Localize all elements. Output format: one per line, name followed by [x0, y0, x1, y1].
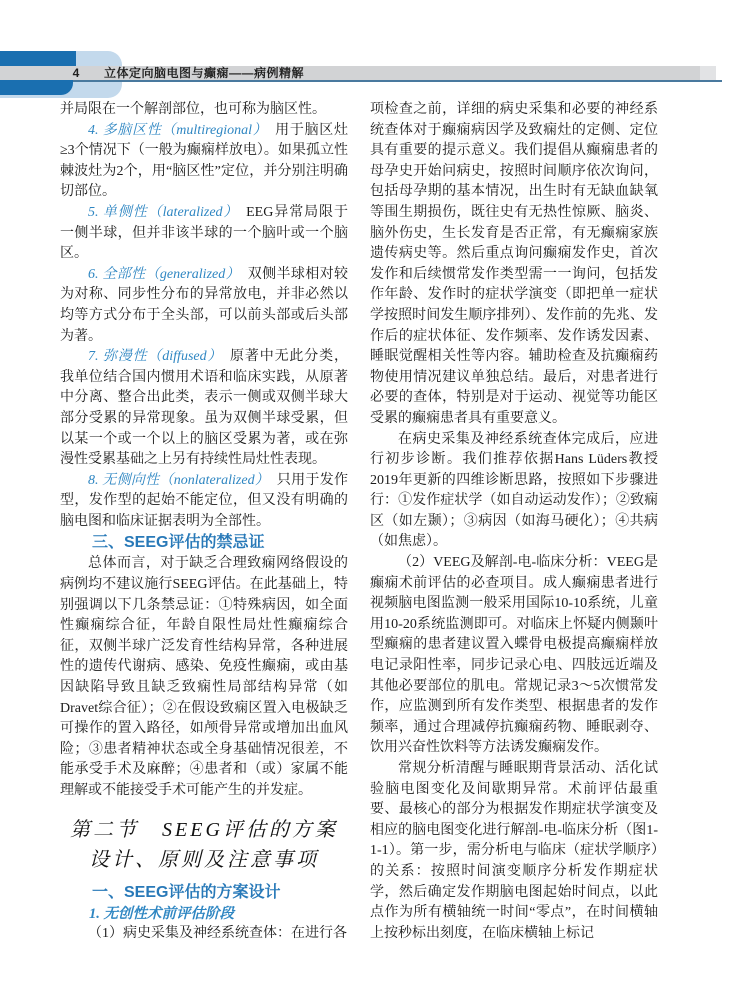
right-column	[370, 100, 658, 945]
plan-design-heading: 一、SEEG评估的方案设计	[92, 883, 281, 901]
classification-item-5-term: 5. 单侧性（lateralized）	[88, 204, 239, 220]
classification-item-5	[60, 203, 348, 265]
classification-item-6-text: 双侧半球相对较为对称、同步性分布的异常放电，并非必然以均等方式分布于全头部，可以前头部或后头部为著。	[60, 266, 349, 344]
history-collection-paragraph-start: （1）病史采集及神经系统查体：在进行各	[88, 926, 347, 942]
classification-item-4	[60, 121, 348, 203]
classification-item-7-term: 7. 弥漫性（diffused）	[88, 349, 223, 365]
page-number: 4	[72, 66, 80, 80]
veeg-paragraph: （2）VEEG及解剖-电-临床分析：VEEG是癫痫术前评估的必查项目。成人癫痫患者进行视频脑电图监测一般采用国际10-10系统，儿童用10-20系统监测即可。对临床上怀疑内侧颞叶型癫痫的患者建议置入蝶骨电极提高癫痫样放电记录阳性率，同步记录心电、四肢远近端及其他必要部位的肌电。常规记录3～5次惯常发作，应监测到所有发作类型、根据患者的发作频率，通过合理减停抗癫痫药物、睡眠剥夺、饮用兴奋性饮料等方法诱发癫痫发作。	[370, 555, 658, 756]
classification-item-4-text: 用于脑区灶≥3个情况下（一般为癫痫样放电）。如果孤立性棘波灶为2个，用“脑区性”定位，并分别注明确切部位。	[60, 122, 349, 200]
classification-item-8-term: 8. 无侧向性（nonlateralized）	[88, 472, 270, 488]
header-band-tail	[700, 66, 716, 80]
section-title-line-1: 第二节 SEEG评估的方案	[70, 818, 338, 841]
classification-item-7	[60, 347, 348, 471]
classification-item-5-text: EEG异常局限于一侧半球，但并非该半球的一个脑叶或一个脑区。	[60, 204, 348, 262]
left-column	[60, 100, 348, 945]
classification-item-7-text: 原著中无此分类，我单位结合国内惯用术语和临床实践，从原著中分离、整合出此类，表示一侧或双侧半球大部分受累的异常现象。虽为双侧半球受累，但以某一个或一个以上的脑区受累为著，或在弥漫性受累基础之上另有持续性局灶性表现。	[60, 349, 348, 468]
continuation-paragraph: 并局限在一个解剖部位，也可称为脑区性。	[60, 102, 326, 117]
contraindications-paragraph: 总体而言，对于缺乏合理致痫网络假设的病例均不建议施行SEEG评估。在此基础上，特别强调以下几条禁忌证：①特殊病因，如全面性癫痫综合征，年龄自限性局灶性癫痫综合征，双侧半球广泛发育性结构异常，各种进展性的遗传代谢病、感染、免疫性癫痫，或由基因缺陷导致且缺乏致痫性局部结构异常（如Dravet综合征）；②在假设致痫区置入电极缺乏可操作的置入路径，如颅骨异常或增加出血风险；③患者精神状态或全身基础情况很差，不能承受手术及麻醉；④患者和（或）家属不能理解或不能接受手术可能产生的并发症。	[60, 556, 348, 798]
classification-item-6	[60, 265, 348, 347]
header-ornament-dark-bottom-icon	[0, 80, 73, 95]
diagnosis-paragraph: 在病史采集及神经系统查体完成后，应进行初步诊断。我们推荐依据Hans Lüders教授2019年更新的四维诊断思路，按照如下步骤进行：①发作症状学（如自动运动发作）；②致痫区（如左颞）；③病因（如海马硬化）；④共病（如焦虑）。	[370, 431, 658, 550]
analysis-paragraph: 常规分析清醒与睡眠期背景活动、活化试验脑电图变化及间歇期异常。术前评估最重要、最核心的部分为根据发作期症状学演变及相应的脑电图变化进行解剖-电-临床分析（图1-1-1）。第一步，需分析电与临床（症状学顺序）的关系：按照时间演变顺序分析发作期症状学，然后确定发作期脑电图起始时间点，以此点作为所有横轴统一时间“零点”，在时间横轴上按秒标出刻度，在临床横轴上标记	[370, 761, 658, 941]
classification-item-6-term: 6. 全部性（generalized）	[88, 266, 241, 282]
classification-item-8-text: 只用于发作型，发作型的起始不能定位，但又没有明确的脑电图和临床证据表明为全部性。	[60, 472, 348, 529]
contraindications-heading: 三、SEEG评估的禁忌证	[92, 534, 265, 552]
section-title-line-2: 设计、原则及注意事项	[89, 848, 319, 871]
classification-item-4-term: 4. 多脑区性（multiregional）	[88, 122, 268, 138]
noninvasive-stage-subheading: 1. 无创性术前评估阶段	[89, 905, 234, 922]
text-columns	[60, 100, 658, 945]
classification-item-8	[60, 471, 348, 533]
header-rule	[0, 80, 722, 82]
exam-paragraph: 项检查之前，详细的病史采集和必要的神经系统查体对于癫痫病因学及致痫灶的定侧、定位具有重要的提示意义。我们提倡从癫痫患者的母孕史开始问病史，按照时间顺序依次询问，包括母孕期的基本情况，出生时有无缺血缺氧等围生期损伤，既往史有无热性惊厥、脑炎、脑外伤史，生长发育是否正常，有无癫痫家族遗传病史等。然后重点询问癫痫发作史，首次发作和后续惯常发作类型需一一询问，包括发作年龄、发作时的症状学演变（即把单一症状学按照时间发生顺序排列）、发作前的先兆、发作后的症状体征、发作频率、发作诱发因素、睡眠觉醒相关性等内容。辅助检查及抗癫痫药物使用情况建议单独总结。最后，对患者进行必要的查体，特别是对于运动、视觉等功能区受累的癫痫患者具有重要意义。	[370, 102, 658, 426]
running-head-title: 立体定向脑电图与癫痫——病例精解	[104, 66, 305, 80]
header-ornament-dark-top-icon	[0, 51, 76, 66]
